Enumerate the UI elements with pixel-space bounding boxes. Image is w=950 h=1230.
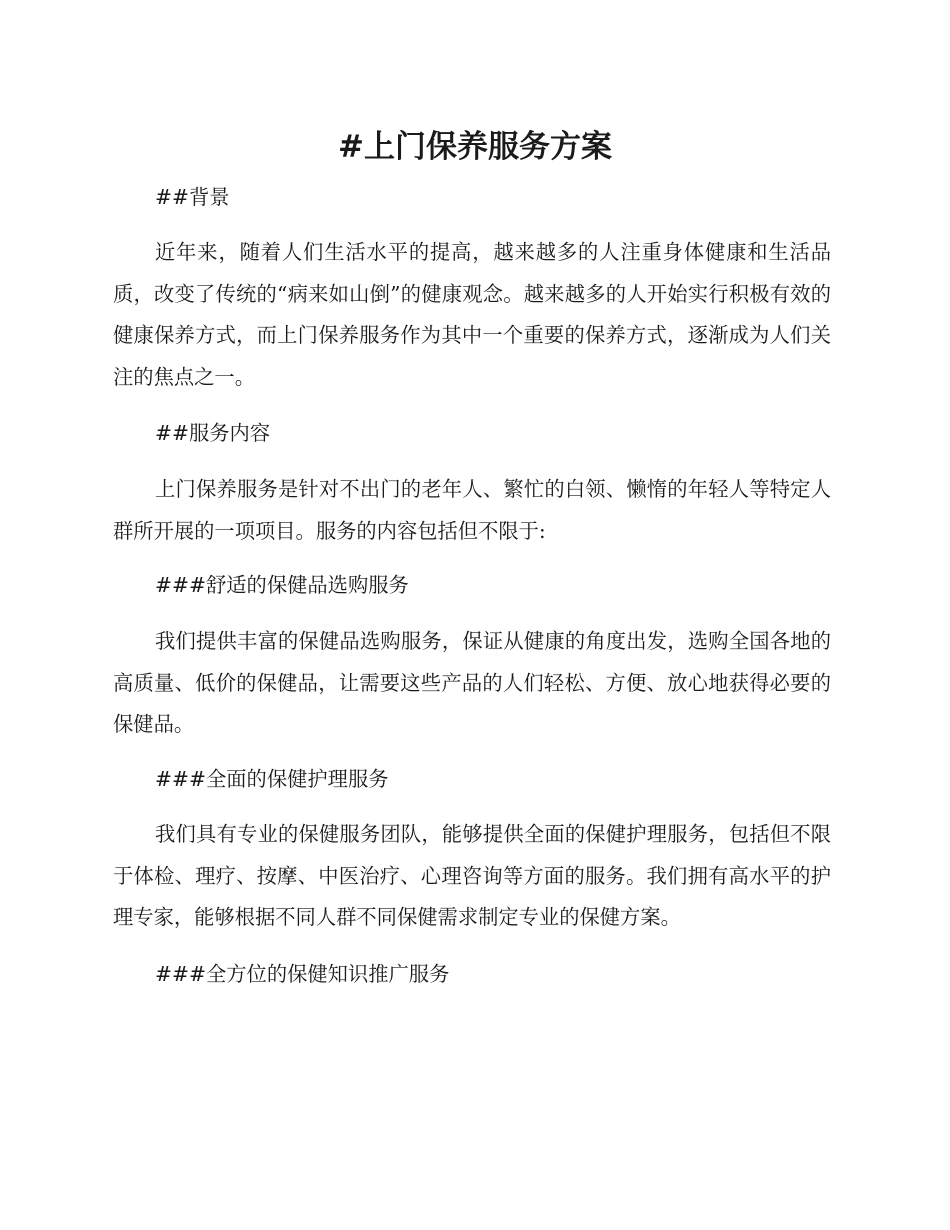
paragraph-background: 近年来，随着人们生活水平的提高，越来越多的人注重身体健康和生活品质，改变了传统的“病来如山倒”的健康观念。越来越多的人开始实行积极有效的健康保养方式，而上门保养服务作为其中一个重要的保养方式，逐渐成为人们关注的焦点之一。 [113,240,831,389]
paragraph-service-content: 上门保养服务是针对不出门的老年人、繁忙的白领、懒惰的年轻人等特定人群所开展的一项项目。服务的内容包括但不限于: [113,477,831,543]
paragraph-health-care: 我们具有专业的保健服务团队，能够提供全面的保健护理服务，包括但不限于体检、理疗、按摩、中医治疗、心理咨询等方面的服务。我们拥有高水平的护理专家，能够根据不同人群不同保健需求制定专业的保健方案。 [113,822,831,929]
section-heading-service-content: ##服务内容 [155,421,271,445]
section-heading-background: ##背景 [155,185,230,209]
document-title: #上门保养服务方案 [338,129,612,165]
paragraph-health-products: 我们提供丰富的保健品选购服务，保证从健康的角度出发，选购全国各地的高质量、低价的保健品，让需要这些产品的人们轻松、方便、放心地获得必要的保健品。 [113,629,831,736]
subsection-heading-health-products: ###舒适的保健品选购服务 [155,573,409,597]
subsection-heading-knowledge-promotion: ###全方位的保健知识推广服务 [155,962,450,986]
subsection-heading-health-care: ###全面的保健护理服务 [155,767,389,791]
